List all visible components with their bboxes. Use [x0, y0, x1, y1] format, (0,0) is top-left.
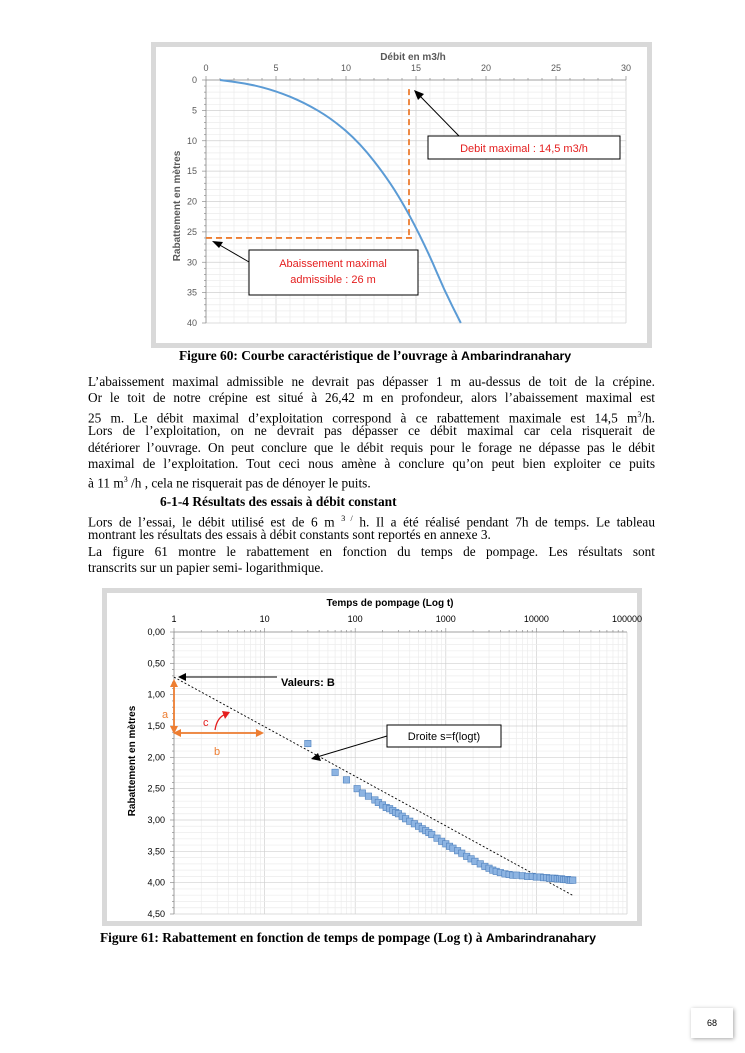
x-tick-label: 30 [620, 63, 632, 73]
paragraph-2-line-4: transcrits sur un papier semi- logarithmique. [88, 560, 324, 576]
y-tick-label: 1,00 [147, 689, 165, 700]
figure-61-caption: Figure 61: Rabattement en fonction de temps de pompage (Log t) à Ambarindranahary [100, 930, 596, 945]
y-tick-label: 4,50 [147, 909, 165, 919]
x-tick-label: 15 [410, 63, 422, 73]
abaissement-callout-box [249, 250, 418, 295]
data-point [513, 872, 519, 878]
debit-max-callout-text: Debit maximal : 14,5 m3/h [460, 143, 588, 155]
paragraph-1-line-1: L’abaissement maximal admissible ne devrait pas dépasser 1 m au-dessus de toit de la crépine. [88, 374, 655, 389]
a-arrowhead-top [170, 679, 178, 687]
figure-60-frame [151, 42, 652, 348]
y-tick-label: 30 [186, 257, 197, 268]
figure-61-chart [107, 593, 643, 921]
x-tick-label: 1000 [435, 614, 456, 624]
section-heading: 6-1-4 Résultats des essais à débit constant [160, 494, 397, 509]
abaissement-callout-line2: admissible : 26 m [290, 274, 376, 286]
figure-60-caption: Figure 60: Courbe caractéristique de l’ouvrage à Ambarindranahary [179, 348, 572, 363]
x-tick-label: 25 [550, 63, 562, 73]
x-tick-label: 100000 [611, 614, 643, 624]
data-point [365, 793, 371, 799]
abaissement-callout-line1: Abaissement maximal [279, 258, 387, 270]
y-tick-label: 2,50 [147, 783, 165, 794]
y-tick-label: 15 [186, 166, 197, 177]
y-tick-label: 10 [186, 135, 197, 146]
x-tick-label: 10 [340, 63, 352, 73]
chart-60-y-label: Rabattement en mètres [172, 150, 183, 262]
figure-61-frame [102, 588, 642, 926]
data-point [359, 790, 365, 796]
y-tick-label: 3,00 [147, 815, 165, 825]
chart-60-x-title: Débit en m3/h [380, 52, 446, 63]
x-tick-label: 10000 [523, 614, 549, 624]
x-tick-label: 100 [347, 614, 363, 624]
x-tick-label: 0 [203, 63, 209, 73]
debit-max-arrow [419, 95, 459, 136]
valeurs-b-label: Valeurs: B [281, 677, 335, 689]
y-tick-label: 1,50 [147, 721, 165, 731]
data-point [305, 740, 311, 746]
data-point [343, 777, 349, 783]
y-tick-label: 0,00 [147, 627, 165, 637]
chart-61-y-label: Rabattement en mètres [127, 705, 138, 817]
y-tick-label: 40 [186, 318, 197, 328]
paragraph-1-line-3: 25 m. Le débit maximal d’exploitation correspond à ce rabattement maximale est 14,5 $m^3/h$. [88, 409, 655, 426]
droite-callout-text: Droite s=f(logt) [407, 731, 481, 743]
page-number: 68 [691, 1008, 733, 1038]
paragraph-1 [88, 374, 655, 489]
y-tick-label: 25 [186, 226, 197, 237]
y-tick-label: 5 [191, 105, 197, 116]
x-tick-label: 1 [171, 614, 177, 624]
x-tick-label: 10 [259, 614, 270, 624]
paragraph-1-line-2: Or le toit de notre crépine est situé à 26,42 m en profondeur, alors l’abaissement maximal est [88, 390, 655, 406]
b-label: b [214, 746, 221, 758]
y-tick-label: 4,00 [147, 877, 165, 888]
droite-arrow [317, 736, 387, 757]
y-tick-label: 2,00 [147, 752, 165, 763]
y-tick-label: 20 [186, 196, 197, 207]
figure-60-chart [156, 47, 647, 343]
abaissement-arrowhead [212, 241, 223, 248]
y-tick-label: 0,50 [147, 658, 165, 669]
paragraph-1-line-7: à 11 $m^3$ /h , cela ne risquerait pas de dénoyer le puits. [88, 475, 371, 491]
x-tick-label: 5 [273, 63, 279, 73]
x-tick-label: 20 [480, 63, 492, 73]
a-label: a [162, 709, 169, 721]
paragraph-2 [88, 511, 655, 577]
y-tick-label: 35 [186, 287, 197, 298]
paragraph-2-line-3: La figure 61 montre le rabattement en fonction du temps de pompage. Les résultats sont [88, 543, 655, 559]
data-point [570, 877, 576, 883]
y-tick-label: 0 [191, 75, 197, 85]
data-point [332, 769, 338, 775]
y-tick-label: 3,50 [147, 846, 165, 857]
paragraph-1-line-4: Lors de l’exploitation, on ne devrait pas dépasser ce débit maximal car cela risquerait de [88, 423, 655, 439]
chart-61-x-title: Temps de pompage (Log t) [326, 598, 454, 609]
c-label: c [203, 717, 209, 729]
paragraph-1-line-6: maximal de l’exploitation. Tout ceci nous amène à conclure qu’on peut bien exploiter ce puits [88, 455, 655, 471]
b-arrowhead-right [256, 729, 264, 737]
paragraph-2-line-1: Lors de l’essai, le débit utilisé est de 6 m $^{3 /}$ h. Il a été réalisé pendant 7h de temps. Le tableau [88, 514, 655, 530]
abaissement-arrow [218, 244, 249, 262]
trend-line [174, 677, 572, 895]
paragraph-2-line-2: montrant les résultats des essais à débit constants sont reportés en annexe 3. [88, 527, 491, 543]
paragraph-1-line-5: détériorer l’ouvrage. On peut conclure que le débit requis pour le forage ne dépasse pas le débit [88, 439, 655, 455]
